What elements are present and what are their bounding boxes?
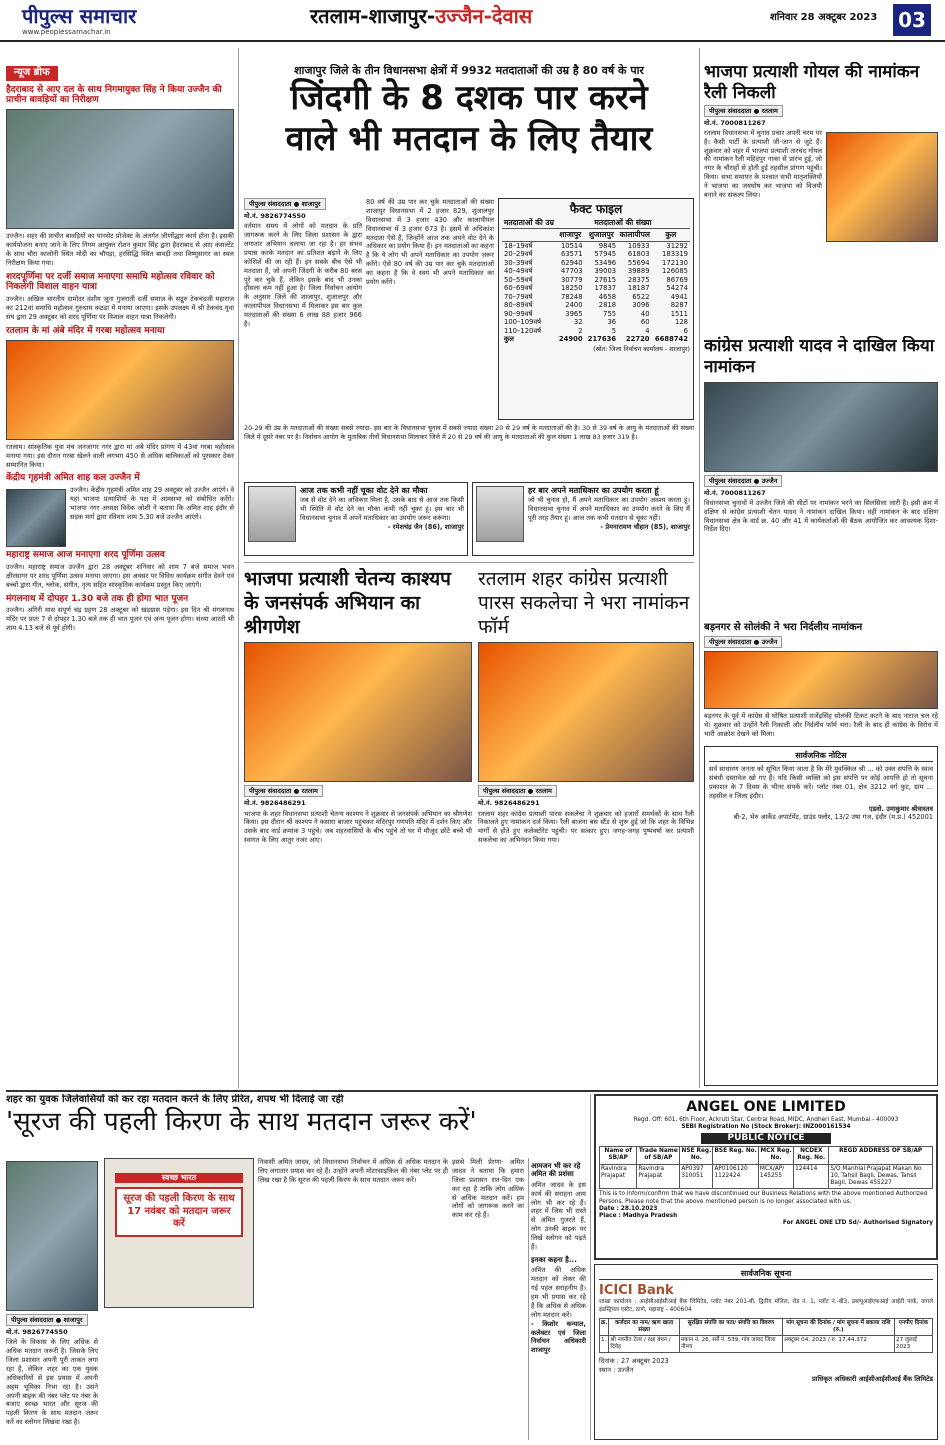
fact-value-cell: 9845 bbox=[598, 241, 617, 250]
icici-cell: मकान नं. 26, सर्वे नं. 539, गांव जावद जिला नीमच bbox=[679, 1335, 782, 1352]
yadav-body: विधानसभा चुनावों में उज्जैन जिले की सीटों पर नामांकन भरने का सिलसिला जारी है। इसी क्रम में दक्षिण से कांग्रेस प्रत्याशी चेतन यादव ने नामांकन दाखिल किया। वहीं नामांकन के बाद दक्षिण विधानसभा क्षेत्र के वार्ड क्र. 40 और 41 में कार्यकर्ताओं की बैठक आयोजित कर आवश्यक दिशा-निर्देश दिए। bbox=[704, 498, 938, 534]
icici-date: दिनांक : 27 अक्टूबर 2023 bbox=[599, 1356, 669, 1365]
table-row bbox=[502, 310, 690, 318]
yadav-mobile: मो.नं. 7000811267 bbox=[704, 488, 766, 497]
angel-cell: 124414 bbox=[794, 1164, 829, 1189]
fact-age-cell: 18–19वर्ष bbox=[504, 241, 533, 250]
table-row bbox=[600, 1335, 933, 1352]
solanki-story bbox=[704, 618, 938, 742]
suraj-col1 bbox=[6, 1158, 98, 1440]
brief-body: उज्जैन। अखिल भारतीय दामोदर वंशीय जूना गुजराती दर्जी समाज के सद्गुरु टेकचंदजी महाराज का 212वां समाधि महोत्सव गुरुधाम कठड़ा में मनाया जाएगा। इसके उपलक्ष्य में श्री टेकचंद युवा संघ द्वारा 29 अक्टूबर को शरद पूर्णिमा पर विशाल वाहन यात्रा निकलेगी। bbox=[6, 295, 234, 322]
lead-body: वर्तमान समय में लोगों को मतदान के प्रति जागरूक करने के लिए जिला प्रशासन के द्वारा लगातार अभियान चलाया जा रहा है। हर संभव प्रयास करके मतदान का प्रतिशत बढ़ाने के लिए कोशिशें की जा रही हैं। इन सबके बीच ऐसे भी मतदाता हैं, जो अपनी जिंदगी के करीब 80 बरस पूरे कर चुके हैं, लेकिन इसके बाद भी उनका हौसला कम नहीं हुआ है। जिला निर्वाचन आयोग के अनुसार जिले की शाजापुर, शुजालपुर और कालापीपल विधानसभा में मिलाकर इस बार कुल मतदाताओं की संख्या 6 लाख 88 हजार 966 है। bbox=[244, 222, 362, 329]
voter-portrait bbox=[476, 486, 524, 542]
fact-col-header: कालापीपल bbox=[619, 230, 650, 240]
fact-value-cell: 2818 bbox=[598, 301, 617, 310]
suraj-side-subhead: इनका कहना है... bbox=[531, 1255, 577, 1264]
fact-age-cell: 30–39वर्ष bbox=[504, 258, 533, 267]
fact-age-cell: 50–59वर्ष bbox=[504, 275, 533, 284]
public-notice-title: सार्वजनिक नोटिस bbox=[709, 751, 933, 762]
fact-col-header: शुजालपुर bbox=[585, 229, 619, 241]
fact-value-cell: 57945 bbox=[594, 250, 617, 259]
goyal-rally-photo bbox=[826, 132, 938, 242]
goyal-story bbox=[704, 62, 938, 332]
goyal-mobile: मो.नं. 7000811267 bbox=[704, 118, 766, 127]
fact-file-source: (स्रोत: जिला निर्वाचन कार्यालय - शाजापुर) bbox=[593, 345, 690, 353]
brief-body: उज्जैन। अंगिरी मास संपूर्ण चंद्र ग्रहण 28 अक्टूबर को खंडग्रास पड़ेगा। इस दिन श्री मंगलनाथ मंदिर पर प्रातः 7 से दोपहर 1.30 बजे तक ही भात पूजन एवं अन्य पूजन होगा। संध्या आरती भी शाम 4.13 बजे से पूर्व होगी। bbox=[6, 606, 234, 633]
table-row bbox=[502, 241, 690, 250]
table-row bbox=[502, 276, 690, 284]
yadav-headline: कांग्रेस प्रत्याशी यादव ने दाखिल किया नामांकन bbox=[704, 336, 935, 378]
lead-headline-line1: जिंदगी के 8 दशक पार करने bbox=[290, 77, 648, 118]
brief-headline: केंद्रीय गृहमंत्री अमित शाह कल उज्जैन में bbox=[6, 473, 140, 484]
angel-col-header: Name of SB/AP bbox=[600, 1147, 637, 1164]
fact-value-cell: 22720 bbox=[625, 335, 650, 344]
table-row bbox=[502, 293, 690, 301]
fact-value-cell: 60 bbox=[640, 318, 650, 327]
column-divider bbox=[590, 1094, 591, 1440]
lead-body: 80 वर्ष की उम्र पार कर चुके मतदाताओं की संख्या शाजापुर विधानसभा में 2 हजार 829, शुजालपुर विधानसभा में 3 हजार 430 और कालापीपल विधानसभा में 3 हजार 673 है। इसमें से अधिकांश मतदाता ऐसे हैं, जिन्होंने आज तक अपने वोट देने के अधिकार का प्रयोग किया है। इन मतदाताओं का कहना है कि ये लोग भी अपने मताधिकार का उपयोग जरूर करेंगे। ऐसे 80 वर्ष की उम्र पार कर चुके मतदाताओं का कहना है कि वे स्वयं भी अपने मताधिकार का प्रयोग करेंगे। bbox=[366, 198, 494, 287]
icici-signer: प्राधिकृत अधिकारी आईसीआईसीआई बैंक लिमिटेड bbox=[812, 1374, 933, 1383]
sign-slogan: सूरज की पहली किरण के साथ 17 नवंबर को मतदान जरूर करें bbox=[115, 1187, 243, 1237]
icici-col-header: सुरक्षित संपत्ति का पता/ संपत्ति का विवरण bbox=[679, 1318, 782, 1335]
public-notice-address: बी-2, भेरु आर्केड अपार्टमेंट, ग्राउंड फ्लोर, 13/2 उषा गंज, इंदौर (म.प्र.) 452001 bbox=[733, 813, 933, 822]
fact-value-cell: 36 bbox=[607, 318, 617, 327]
icici-cell: 1. bbox=[600, 1335, 609, 1352]
fact-value-cell: 30779 bbox=[560, 275, 583, 284]
icici-table bbox=[599, 1318, 933, 1353]
brief-body: रतलाम। सांस्कृतिक युवा मंच जनजागर नगर द्वारा मां अंबे मंदिर प्रांगण में 43वां गरबा महोत्सव मनाया गया। इस दौरान गरबा खेलने वाली लगभग 450 से अधिक बालिकाओं को पुरस्कार देकर सम्मानित किया। bbox=[6, 442, 234, 469]
table-row bbox=[502, 335, 690, 343]
quote-title: आज तक कभी नहीं चूका वोट देने का मौका bbox=[300, 486, 428, 495]
chetanya-headline: भाजपा प्रत्याशी चेतन्य काश्यप के जनसंपर्क अभियान का श्रीगणेश bbox=[244, 568, 451, 638]
yadav-photo bbox=[704, 382, 938, 472]
brief-photo-amit-shah bbox=[6, 489, 66, 547]
angel-signatory: For ANGEL ONE LTD Sd/- Authorised Signatory bbox=[782, 1220, 933, 1227]
lead-body-col2 bbox=[366, 198, 494, 448]
voter-quote-2 bbox=[472, 482, 694, 556]
fact-col-header: शाजापुर bbox=[556, 229, 585, 241]
quote-author: - प्रेमनारायण चौहान (85), शाजापुर bbox=[600, 522, 690, 531]
fact-col-age: मतदाताओं की उम्र bbox=[503, 218, 555, 227]
icici-col-header: मांग सूचना की दिनांक / मांग सूचना में बकाया राशि (रु.) bbox=[782, 1318, 894, 1335]
fact-file-title: फैक्ट फाइल bbox=[569, 202, 623, 216]
angel-cell: AP0106120 1122424 bbox=[713, 1164, 758, 1189]
icici-cell: 27 जुलाई 2023 bbox=[894, 1335, 932, 1352]
public-notice-box bbox=[704, 746, 938, 1086]
icici-place: स्थान : उज्जैन bbox=[599, 1365, 634, 1374]
fact-value-cell: 24900 bbox=[558, 335, 583, 344]
suraj-kicker: शहर का युवक जिलेवासियों को कर रहा मतदान करने के लिए प्रेरित, शपथ भी दिलाई जा रही bbox=[6, 1094, 344, 1105]
quote-author: - रमेशचंद्र जैन (86), शाजापुर bbox=[387, 522, 464, 531]
fact-value-cell: 183319 bbox=[662, 250, 688, 259]
paras-story bbox=[478, 568, 694, 1086]
suraj-portrait-photo bbox=[6, 1161, 98, 1311]
lead-kicker: शाजापुर जिले के तीन विधानसभा क्षेत्रों में 9932 मतदाताओं की उम्र है 80 वर्ष के पार bbox=[294, 64, 644, 77]
section-divider bbox=[6, 1090, 938, 1092]
suraj-body: निवासी अमित जादव, जो विधानसभा निर्वाचन में अधिक से अधिक मतदान के लिए लगातार प्रयास कर रहे हैं। उन्होंने अपनी मोटरसाइकिल की नंबर प्लेट पर ही लिख रखा है कि सूरज की पहली किरण के साथ मतदान जरूर करें। bbox=[258, 1158, 448, 1184]
table-row bbox=[600, 1164, 933, 1189]
icici-cell: अक्टूबर 04, 2023 / रु. 17,44,372 bbox=[782, 1335, 894, 1352]
brief-headline: शरदपूर्णिमा पर दर्जी समाज मनाएगा समाधि महोत्सव रविवार को निकलेगी विशाल वाहन यात्रा bbox=[6, 271, 215, 293]
paras-byline: पीपुल्स संवाददाता ● रतलाम bbox=[478, 785, 557, 797]
fact-age-cell: 80–89वर्ष bbox=[504, 301, 533, 310]
fact-value-cell: 755 bbox=[603, 309, 617, 318]
suraj-headline: 'सूरज की पहली किरण के साथ मतदान जरूर करें' bbox=[6, 1106, 477, 1137]
angel-place: Place : Madhya Pradesh bbox=[599, 1213, 678, 1220]
fact-file-rows bbox=[502, 241, 690, 343]
fact-age-cell: कुल bbox=[504, 335, 514, 344]
quote-body: जब से वोट देने का अधिकार मिला है, उसके बाद से आज तक किसी भी स्थिति में वोट देने का मौका कभी नहीं चूका हूं। इस बार भी विधानसभा चुनाव में अपने मताधिकार का उपयोग जरूर करूंगा। bbox=[300, 496, 464, 522]
angel-col-header: BSE Reg. No. bbox=[713, 1147, 758, 1164]
fact-value-cell: 17837 bbox=[594, 284, 617, 293]
lead-mobile: मो.नं. 9826774550 bbox=[244, 212, 306, 221]
newspaper-url[interactable]: www.peoplessamachar.in bbox=[22, 28, 111, 36]
fact-value-cell: 27615 bbox=[594, 275, 617, 284]
suraj-byline: पीपुल्स संवाददाता ● शाजापुर bbox=[6, 1314, 88, 1326]
angel-cell: MCX/AP/ 145255 bbox=[758, 1164, 793, 1189]
quote-title: हर बार अपने मताधिकार का उपयोग करता हूं bbox=[528, 486, 659, 495]
icici-col-header: क्र. bbox=[600, 1318, 609, 1335]
paras-body: रतलाम शहर कांग्रेस प्रत्याशी पारस सकलेचा ने शुक्रवार को हजारों समर्थकों के साथ रैली निकालते हुए नामांकन दर्ज किया। रैली बाजना बस स्टैंड से शुरू हुई जो कि शहर के विभिन्न मार्गों से होते हुए कलेक्टोरेट पहुंची। पर सत्कार हुए। जगह-जगह पुष्पवर्षा कर प्रत्याशी सकलेचा का अभिनंदन किया गया। bbox=[478, 809, 694, 845]
fact-value-cell: 86769 bbox=[666, 275, 688, 284]
brief-body: उज्जैन। शहर की प्राचीन बावड़ियों का पानसेट प्रोजेक्ट के अंतर्गत जीर्णोद्धार कार्य होना है। इसकी कार्ययोजना बनाए जाने के लिए निगम आयुक्त रोशन कुमार सिंह द्वारा हैदराबाद से आए कंसल्टेंट के साथ चौरा कालोनी स्थित मोदी का चौपड़ा, हरसिद्धि स्थित बावड़ी तथा विष्णुसागर का स्थल निरीक्षण किया गया। bbox=[6, 232, 234, 267]
suraj-mobile: मो.नं. 9826774550 bbox=[6, 1328, 68, 1337]
voter-portrait bbox=[248, 486, 296, 542]
newspaper-logo: पीपुल्स समाचार bbox=[22, 4, 137, 28]
issue-date: शनिवार 28 अक्टूबर 2023 bbox=[770, 12, 878, 23]
yadav-byline: पीपुल्स संवाददाता ● उज्जैन bbox=[704, 475, 782, 487]
angel-company-name: ANGEL ONE LIMITED bbox=[686, 1099, 846, 1115]
angel-cell: Ravindra Prajapat bbox=[600, 1164, 637, 1189]
paras-headline: रतलाम शहर कांग्रेस प्रत्याशी पारस सकलेचा ने भरा नामांकन फॉर्म bbox=[478, 568, 690, 638]
fact-value-cell: 28375 bbox=[627, 275, 650, 284]
angel-col-header: NCDEX Reg. No. bbox=[794, 1147, 829, 1164]
fact-value-cell: 10933 bbox=[627, 241, 650, 250]
suraj-col2 bbox=[258, 1158, 448, 1440]
fact-value-cell: 217636 bbox=[587, 335, 617, 344]
chetanya-photo bbox=[244, 642, 472, 782]
yadav-story bbox=[704, 336, 938, 616]
table-row bbox=[502, 250, 690, 258]
fact-value-cell: 6 bbox=[683, 326, 688, 335]
young-voters-strip: 20-29 की उम्र के मतदाताओं की संख्या सबसे ज्यादा- इस बार के विधानसभा चुनाव में सबसे ज्यादा संख्या 20 से 29 वर्ष के मतदाताओं की है। 30 से 39 वर्ष के आयु के मतदाताओं की संख्या जिले में दूसरे नंबर पर है। निर्वाचन आयोग के मुताबिक तीनों विधानसभा मिलाकर जिले में 20 से 29 वर्ष की आयु के मतदाताओं की कुल संख्या 1 लाख 83 हजार 319 है। bbox=[244, 424, 694, 441]
angel-col-header: Trade Name of SB/AP bbox=[637, 1147, 680, 1164]
table-row bbox=[502, 327, 690, 335]
lead-headline-line2: वाले भी मतदान के लिए तैयार bbox=[285, 118, 653, 159]
chetanya-byline: पीपुल्स संवाददाता ● रतलाम bbox=[244, 785, 323, 797]
angel-cell: S/O Manhlal Prajapat Makan No 10, Tahsil Bagli, Dewas, Tahsil Bagli, Dewas 455227 bbox=[829, 1164, 933, 1189]
goyal-body: रतलाम विधानसभा में चुनाव प्रचार अपनी चरम पर है। कैसी पार्टी के प्रत्याशी जी-जान से जुटे हैं। शुक्रवार को शहर में भाजपा प्रत्याशी तारचंद गोयल की नामांकन रैली महिदपुर नाका से प्रारंभ हुई, जो नगर के चौराहों से होती हुई तहसील प्रांगण पहुंची। किया। सभा समापन के पश्चात सभी मातृशक्तियों ने भाजपा का जयघोष कर भाजपा को विजयी बनाने का संकल्प लिया। bbox=[704, 128, 822, 199]
fact-age-cell: 70–79वर्ष bbox=[504, 292, 533, 301]
table-row bbox=[502, 301, 690, 309]
voter-quote-1 bbox=[244, 482, 468, 556]
lead-body-col1 bbox=[244, 198, 362, 448]
goyal-byline: पीपुल्स संवाददाता ● रतलाम bbox=[704, 105, 783, 117]
column-divider bbox=[699, 48, 700, 1088]
angel-cell: AP0397 310051 bbox=[680, 1164, 713, 1189]
fact-value-cell: 40 bbox=[640, 309, 650, 318]
icici-notice bbox=[594, 1264, 938, 1440]
suraj-side-title: आमजन भी कर रहे अमित की प्रशंसा bbox=[531, 1162, 581, 1179]
fact-value-cell: 6688742 bbox=[654, 335, 688, 344]
suraj-sidebar bbox=[528, 1158, 586, 1440]
fact-file-box bbox=[498, 198, 694, 420]
angel-one-notice bbox=[594, 1094, 938, 1260]
fact-value-cell: 1511 bbox=[670, 309, 688, 318]
fact-value-cell: 2 bbox=[578, 326, 583, 335]
column-divider bbox=[238, 48, 239, 1088]
sign-header: स्वच्छ भारत bbox=[115, 1173, 243, 1183]
fact-age-cell: 90–99वर्ष bbox=[504, 309, 533, 318]
fact-value-cell: 4941 bbox=[670, 292, 688, 301]
table-row bbox=[502, 267, 690, 275]
news-brief-tag: न्यूज ब्रीफ bbox=[6, 66, 58, 81]
fact-value-cell: 18187 bbox=[627, 284, 650, 293]
section-divider bbox=[244, 562, 694, 563]
fact-value-cell: 4 bbox=[645, 326, 650, 335]
brief-body: उज्जैन। महाराष्ट्र समाज उज्जैन द्वारा 28 अक्टूबर शनिवार को शाम 7 बजे समाज भवन क्षीरसागर पर शरद पूर्णिमा उत्सव मनाया जाएगा। इस अवसर पर विविध कार्यक्रम संगीत देवने एवं बच्चों द्वारा गीत, श्लोक, संगीत, नृत्य सहित सांस्कृतिक कार्यक्रम प्रस्तुत किए जाएंगे। bbox=[6, 562, 234, 589]
fact-value-cell: 32 bbox=[573, 318, 583, 327]
fact-value-cell: 172130 bbox=[662, 258, 688, 267]
icici-logo: ICICI Bank bbox=[599, 1283, 674, 1298]
chetanya-story bbox=[244, 568, 472, 1086]
brief-headline: मंगलनाथ में दोपहर 1.30 बजे तक ही होगा भात पूजन bbox=[6, 593, 189, 604]
brief-body: उज्जैन। केंद्रीय गृहमंत्री अमित शाह 29 अक्टूबर को उज्जैन आएंगे। वे यहां भाजपा प्रत्याशियों के पक्ष में आमसभा को संबोधित करेंगे। भाजपा नगर अध्यक्ष विवेक जोशी ने बताया कि अमित शाह इंदौर से सड़क मार्ग द्वारा रविवार शाम 5.30 बजे उज्जैन आएंगे। bbox=[70, 486, 234, 521]
fact-value-cell: 5 bbox=[611, 326, 617, 335]
table-row bbox=[502, 318, 690, 326]
public-notice-signer: एडवो. उमाकुमार श्रीवास्तव bbox=[868, 804, 933, 813]
fact-group-header: मतदाताओं की संख्या bbox=[556, 217, 690, 229]
edition-title: रतलाम-शाजापुर-उज्जैन-देवास bbox=[310, 4, 533, 28]
solanki-body: बड़नगर के पूर्व में कांग्रेस से घोषित प्रत्याशी राजेंद्रसिंह सोलंकी टिकट कटने के बाद नाराज चल रहे थे। शुक्रवार को उन्होंने रैली निकाली और निर्दलीय फॉर्म भरा। रैली के बाद ही कांग्रेस के विरोध में भारी आक्रोश देखने को मिला। bbox=[704, 712, 938, 738]
fact-age-cell: 40–49वर्ष bbox=[504, 267, 533, 276]
brief-headline: महाराष्ट्र समाज आज मनाएगा शरद पूर्णिमा उत्सव bbox=[6, 550, 165, 561]
brief-photo-stepwell bbox=[6, 109, 234, 229]
table-row bbox=[502, 259, 690, 267]
solanki-byline: पीपुल्स संवाददाता ● उज्जैन bbox=[704, 636, 782, 648]
quote-body: जो भी चुनाव हो, मैं अपने मताधिकार का उपयोग अवश्य करता हूं। विधानसभा चुनाव में अपने मताधिकार का उपयोग करने के लिए मैं पूरी तरह तैयार हूं। आज तक कभी मतदान से चूका नहीं। bbox=[528, 496, 690, 522]
fact-age-cell: 110–120वर्ष bbox=[504, 326, 542, 335]
chetanya-body: भाजपा के शहर विधानसभा प्रत्याशी चेतन्य काश्यप ने शुक्रवार से जनसंपर्क अभियान का श्रीगणेश किया। इस दौरान श्री काश्यप ने कसारा बाजार पहुंचकर मंदिरपुर गणपति मंदिर में दर्शन किए और उसके बाद वार्ड क्रमांक 3 पहुंचे। जब शहरवासियों के बीच पहुंचे तो घर में मौजूद छोटे बच्चे भी स्वागत के लिए आतुर नजर आए। bbox=[244, 809, 472, 845]
fact-value-cell: 126085 bbox=[662, 267, 688, 276]
angel-address: Regd. Off: 601, 6th Floor, Ackruti Star, Central Road, MIDC, Andheri East, Mumbai - 400093 bbox=[633, 1116, 899, 1123]
angel-public-notice: PUBLIC NOTICE bbox=[701, 1133, 831, 1144]
solanki-headline: बड़नगर से सोलंकी ने भरा निर्दलीय नामांकन bbox=[704, 622, 863, 633]
fact-value-cell: 128 bbox=[675, 318, 688, 327]
fact-value-cell: 39889 bbox=[627, 267, 650, 276]
icici-col-header: कर्जदार का नाम/ ऋण खाता संख्या bbox=[609, 1318, 680, 1335]
fact-value-cell: 39003 bbox=[594, 267, 617, 276]
chetanya-mobile: मो.नं. 9826486291 bbox=[244, 799, 306, 808]
brief-photo-garba bbox=[6, 340, 234, 440]
lead-byline: पीपुल्स संवाददाता ● शाजापुर bbox=[244, 198, 326, 210]
fact-value-cell: 54274 bbox=[666, 284, 688, 293]
page-number: 03 bbox=[893, 4, 931, 36]
icici-notice-title: सार्वजनिक सूचना bbox=[599, 1269, 933, 1280]
fact-value-cell: 8287 bbox=[670, 301, 688, 310]
angel-footer: This is to inform/confirm that we have discontinued our Business Relations with the above mentioned Authorized Persons. Please note that the above mentioned person is no longer associated with us. bbox=[599, 1191, 928, 1205]
fact-value-cell: 61803 bbox=[627, 250, 650, 259]
fact-value-cell: 47703 bbox=[560, 267, 583, 276]
fact-value-cell: 78248 bbox=[560, 292, 583, 301]
angel-col-header: NSE Reg. No. bbox=[680, 1147, 713, 1164]
table-row bbox=[502, 284, 690, 292]
suraj-side-quote: अमित की अधिक मतदान को लेकर की गई पहल सराहनीय है। हम भी प्रयास कर रहे हैं कि अधिक से अधिक लोग मतदान करें। bbox=[531, 1266, 586, 1319]
fact-value-cell: 31292 bbox=[666, 241, 688, 250]
fact-value-cell: 10514 bbox=[560, 241, 583, 250]
angel-table bbox=[599, 1146, 933, 1189]
fact-col-header: कुल bbox=[652, 229, 690, 241]
angel-col-header: MCX Reg. No. bbox=[758, 1147, 793, 1164]
fact-value-cell: 2400 bbox=[565, 301, 583, 310]
suraj-body: जिले के विकास के लिए अधिक से अधिक मतदान जरूरी है। जिसके लिए जिला प्रशासन अपनी पूरी ताकत लगा रहा है, लेकिन शहर का एक युवक अधिकारियों से इस प्रयास में अपनी अहम भूमिका निभा रहा है। उसने अपनी बाइक की नंबर प्लेट पर नंबर के बजाए स्वच्छ भारत और सूरज की पहली किरण के साथ मतदान जरूर करें का स्लोगन लिखवा रखा है। bbox=[6, 1338, 98, 1427]
fact-value-cell: 55694 bbox=[627, 258, 650, 267]
fact-value-cell: 53496 bbox=[594, 258, 617, 267]
angel-date: Date : 28.10.2023 bbox=[599, 1205, 658, 1212]
brief-headline: हैदराबाद से आए दल के साथ निगमायुक्त सिंह ने किया उज्जैन की प्राचीन बावड़ियों का निरीक्षण bbox=[6, 84, 222, 106]
fact-age-cell: 100–109वर्ष bbox=[504, 318, 542, 327]
masthead bbox=[0, 0, 945, 42]
fact-age-cell: 60–69वर्ष bbox=[504, 284, 533, 293]
fact-value-cell: 3965 bbox=[565, 309, 583, 318]
suraj-body: इससे मिली प्रेरणा- अमित जादव ने बताया कि हमारा जिला प्रशासन रात-दिन एक कर रहा है ताकि लोग अधिक से अधिक मतदान करें। हम लोगों को जागरूक करने का काम कर रहे हैं। bbox=[452, 1158, 524, 1220]
fact-value-cell: 18250 bbox=[560, 284, 583, 293]
brief-headline: रतलाम के मां अंबे मंदिर में गरबा महोत्सव मनाया bbox=[6, 325, 165, 336]
paras-mobile: मो.नं. 9826486291 bbox=[478, 799, 540, 808]
fact-file-table bbox=[502, 217, 690, 344]
suraj-story-header bbox=[6, 1094, 586, 1154]
angel-cell: Ravindra Prajapat bbox=[637, 1164, 680, 1189]
suraj-side-body: अमित जादव के इस कार्य की सराहना आम लोग भी कर रहे हैं। शहर में जिस भी रास्ते से अमित गुजरते हैं, लोग उनकी बाइक पर लिखे स्लोगन को पढ़ते हैं। bbox=[531, 1180, 586, 1252]
icici-col-header: एनपीए दिनांक bbox=[894, 1318, 932, 1335]
fact-value-cell: 4658 bbox=[598, 292, 617, 301]
goyal-headline: भाजपा प्रत्याशी गोयल की नामांकन रैली निकली bbox=[704, 62, 920, 104]
fact-age-cell: 20–29वर्ष bbox=[504, 250, 533, 259]
icici-cell: श्री नवनीत टेलर / रक्षा बंधन / दिवेह bbox=[609, 1335, 680, 1352]
suraj-sign-photo bbox=[104, 1158, 254, 1308]
icici-office: शाखा कार्यालय : आईसीआईसीआई बैंक लिमिटेड, प्लॉट नंबर 201-बी, द्वितीय मंजिल, रोड नं. 1, प्लॉट नं.-बी3, डब्ल्यूआईएफआई आईटी पार्क, वागले इंडस्ट्रियल एस्टेट, ठाणे, महाराष्ट्र - 400604 bbox=[599, 1299, 933, 1314]
suraj-col3 bbox=[452, 1158, 524, 1440]
public-notice-body: सर्व साधारण जनता को सूचित किया जाता है कि मेरे मुवक्किल श्री ... को उक्त संपत्ति के स्वत्व संबंधी दस्तावेज खो गए हैं। यदि किसी व्यक्ति को इस संपत्ति पर कोई आपत्ति हो तो सूचना प्रकाशन के 7 दिवस के भीतर संपर्क करें। प्लॉट नंबर 01, क्षेत्र 3212 वर्ग फुट, ग्राम ... तहसील व जिला इंदौर। bbox=[709, 765, 933, 800]
fact-value-cell: 63571 bbox=[560, 250, 583, 259]
solanki-photo bbox=[704, 651, 938, 709]
fact-value-cell: 6522 bbox=[632, 292, 650, 301]
suraj-side-author: - किशोर कन्याल, कलेक्टर एवं जिला निर्वाचन अधिकारी शाजापुर bbox=[531, 1319, 586, 1355]
fact-value-cell: 3096 bbox=[632, 301, 650, 310]
news-brief-column bbox=[6, 66, 234, 1086]
angel-sebi: SEBI Registration No (Stock Broker): INZ000161534 bbox=[681, 1123, 851, 1130]
angel-col-header: REGD ADDRESS OF SB/AP bbox=[829, 1147, 933, 1164]
fact-value-cell: 62940 bbox=[560, 258, 583, 267]
paras-rally-photo bbox=[478, 642, 694, 782]
